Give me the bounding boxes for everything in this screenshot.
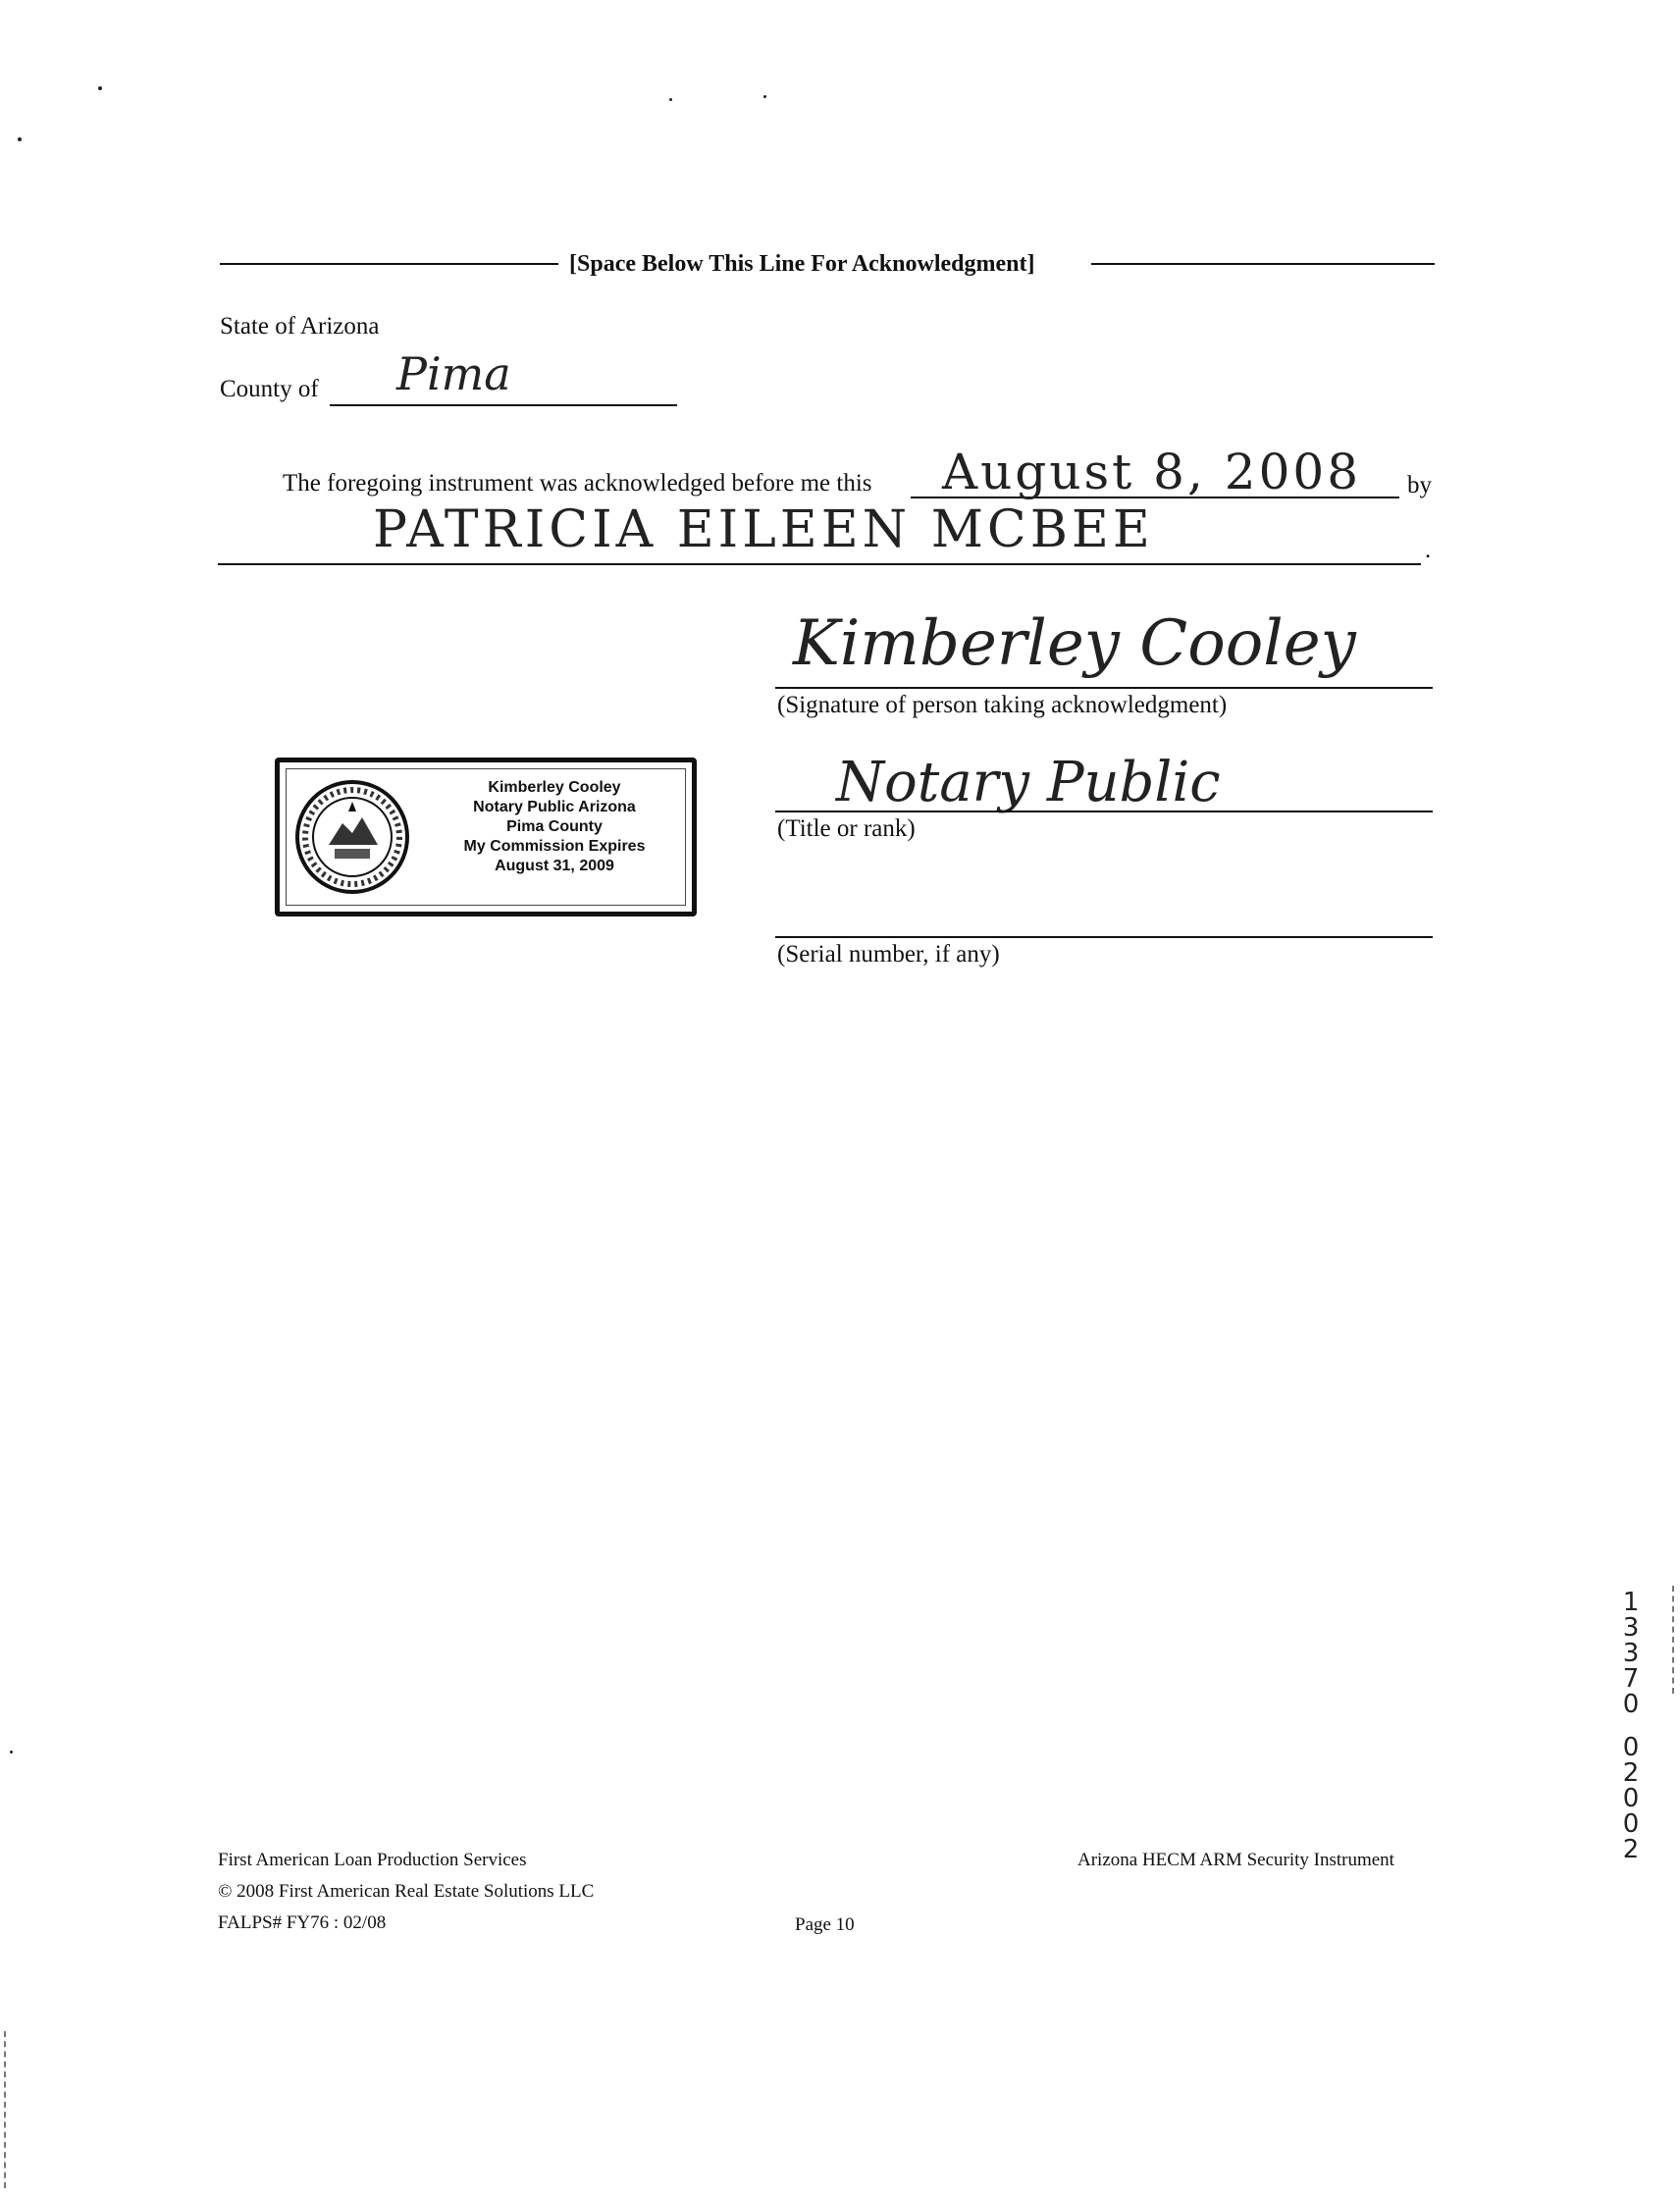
divider-label: [Space Below This Line For Acknowledgment] (569, 251, 1035, 277)
scan-speck (98, 86, 102, 90)
footer-page-number: Page 10 (795, 1914, 855, 1935)
person-handwritten: PATRICIA EILEEN MCBEE (373, 500, 1154, 559)
signature-handwritten: Kimberley Cooley (793, 607, 1356, 680)
vnum-digit: 2 (1622, 1758, 1640, 1788)
vnum-digit: 0 (1622, 1733, 1640, 1762)
stamp-text (427, 778, 682, 876)
footer-document-title: Arizona HECM ARM Security Instrument (1077, 1850, 1394, 1870)
vnum-digit: 0 (1622, 1809, 1640, 1839)
vnum-digit: 1 (1622, 1588, 1640, 1617)
notary-stamp (275, 758, 697, 916)
scan-speck (10, 1751, 13, 1753)
footer-copyright: © 2008 First American Real Estate Solutions LLC (218, 1881, 595, 1902)
footer-form-number: FALPS# FY76 : 02/08 (218, 1912, 387, 1933)
signature-caption: (Signature of person taking acknowledgment) (777, 692, 1228, 718)
vnum-digit: 0 (1622, 1690, 1640, 1719)
county-field-line (330, 404, 677, 406)
serial-caption: (Serial number, if any) (777, 941, 1000, 968)
footer-company: First American Loan Production Services (218, 1850, 527, 1870)
title-line (775, 811, 1433, 812)
scan-speck (18, 137, 22, 141)
scan-edge-artifact (4, 2031, 6, 2188)
scan-speck (669, 98, 672, 101)
person-period: . (1425, 537, 1432, 563)
vnum-digit: 3 (1622, 1613, 1640, 1643)
state-label: State of Arizona (220, 313, 380, 340)
stamp-line-expires-label: My Commission Expires (463, 838, 646, 855)
date-handwritten: August 8, 2008 (942, 444, 1362, 500)
vnum-digit: 2 (1622, 1835, 1640, 1864)
signature-line (775, 687, 1433, 689)
stamp-line-county: Pima County (506, 818, 603, 835)
by-label: by (1407, 472, 1432, 498)
state-seal-icon (291, 776, 413, 898)
stamp-line-name: Kimberley Cooley (488, 779, 621, 796)
scan-speck (763, 95, 766, 98)
title-handwritten: Notary Public (836, 751, 1221, 814)
vnum-digit: 3 (1622, 1639, 1640, 1668)
vnum-digit: 7 (1622, 1664, 1640, 1694)
stamp-line-expires-date: August 31, 2009 (495, 858, 614, 874)
vnum-digit: 0 (1622, 1784, 1640, 1813)
scan-edge-artifact (1672, 1586, 1674, 1694)
person-field-line (218, 563, 1421, 565)
county-handwritten: Pima (396, 347, 511, 400)
stamp-line-title: Notary Public Arizona (473, 799, 636, 815)
county-label: County of (220, 376, 319, 402)
divider-line-left (220, 263, 558, 265)
serial-line (775, 936, 1433, 938)
vertical-document-number (1617, 1590, 1645, 1862)
divider-line-right (1091, 263, 1435, 265)
instrument-text: The foregoing instrument was acknowledged before me this (283, 470, 872, 497)
title-caption: (Title or rank) (777, 815, 916, 842)
